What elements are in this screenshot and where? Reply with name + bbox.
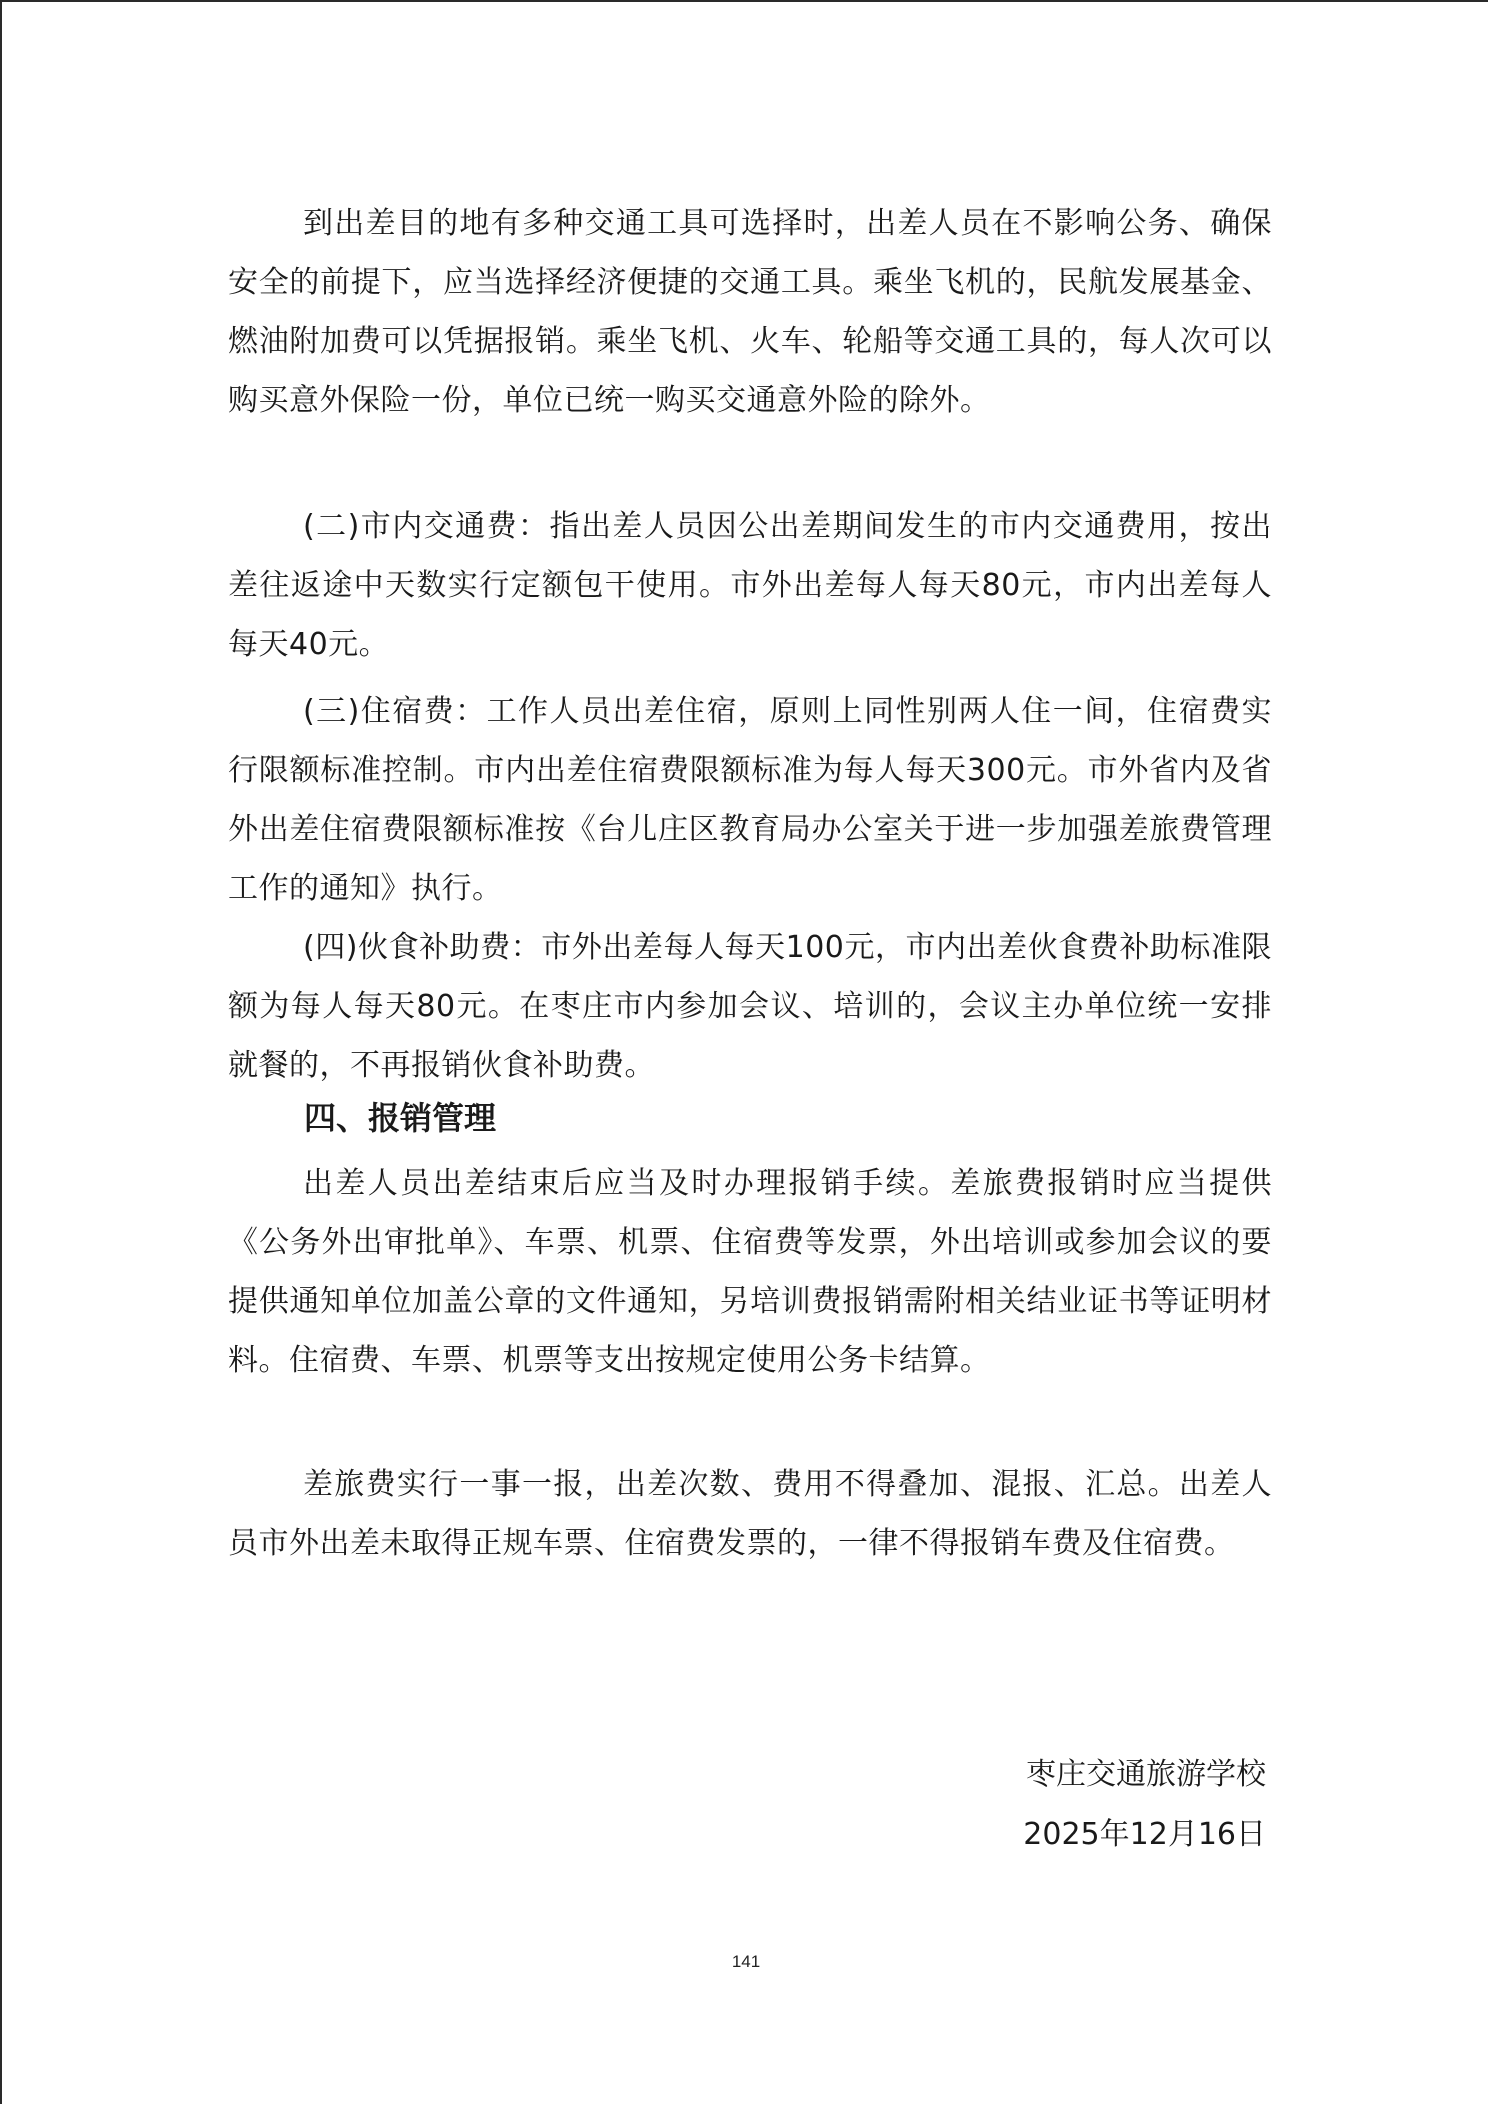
section-heading-reimbursement: 四、报销管理	[304, 1099, 497, 1137]
signature-organization: 枣庄交通旅游学校	[1026, 1757, 1266, 1792]
paragraph-reimbursement-procedure: 出差人员出差结束后应当及时办理报销手续。差旅费报销时应当提供《公务外出审批单》、车票、机票、住宿费等发票，外出培训或参加会议的要提供通知单位加盖公章的文件通知，另培训费报销需附相关结业证书等证明材料。住宿费、车票、机票等支出按规定使用公务卡结算。	[228, 1166, 1272, 1378]
paragraph-transport-choice: 到出差目的地有多种交通工具可选择时，出差人员在不影响公务、确保安全的前提下，应当选择经济便捷的交通工具。乘坐飞机的，民航发展基金、燃油附加费可以凭据报销。乘坐飞机、火车、轮船等交通工具的，每人次可以购买意外保险一份，单位已统一购买交通意外险的除外。	[228, 206, 1272, 418]
page-number: 141	[731, 1952, 761, 1971]
signature-date: 2025年12月16日	[1023, 1817, 1266, 1852]
paragraph-reimbursement-rules: 差旅费实行一事一报，出差次数、费用不得叠加、混报、汇总。出差人员市外出差未取得正规车票、住宿费发票的，一律不得报销车费及住宿费。	[228, 1467, 1272, 1561]
paragraph-meal-allowance: (四)伙食补助费：市外出差每人每天100元，市内出差伙食费补助标准限额为每人每天80元。在枣庄市内参加会议、培训的，会议主办单位统一安排就餐的，不再报销伙食补助费。	[228, 930, 1272, 1083]
paragraph-city-transport-fee: (二)市内交通费：指出差人员因公出差期间发生的市内交通费用，按出差往返途中天数实行定额包干使用。市外出差每人每天80元，市内出差每人每天40元。	[228, 509, 1272, 662]
paragraph-accommodation-fee: (三)住宿费：工作人员出差住宿，原则上同性别两人住一间，住宿费实行限额标准控制。市内出差住宿费限额标准为每人每天300元。市外省内及省外出差住宿费限额标准按《台儿庄区教育局办公室关于进一步加强差旅费管理工作的通知》执行。	[228, 694, 1272, 906]
